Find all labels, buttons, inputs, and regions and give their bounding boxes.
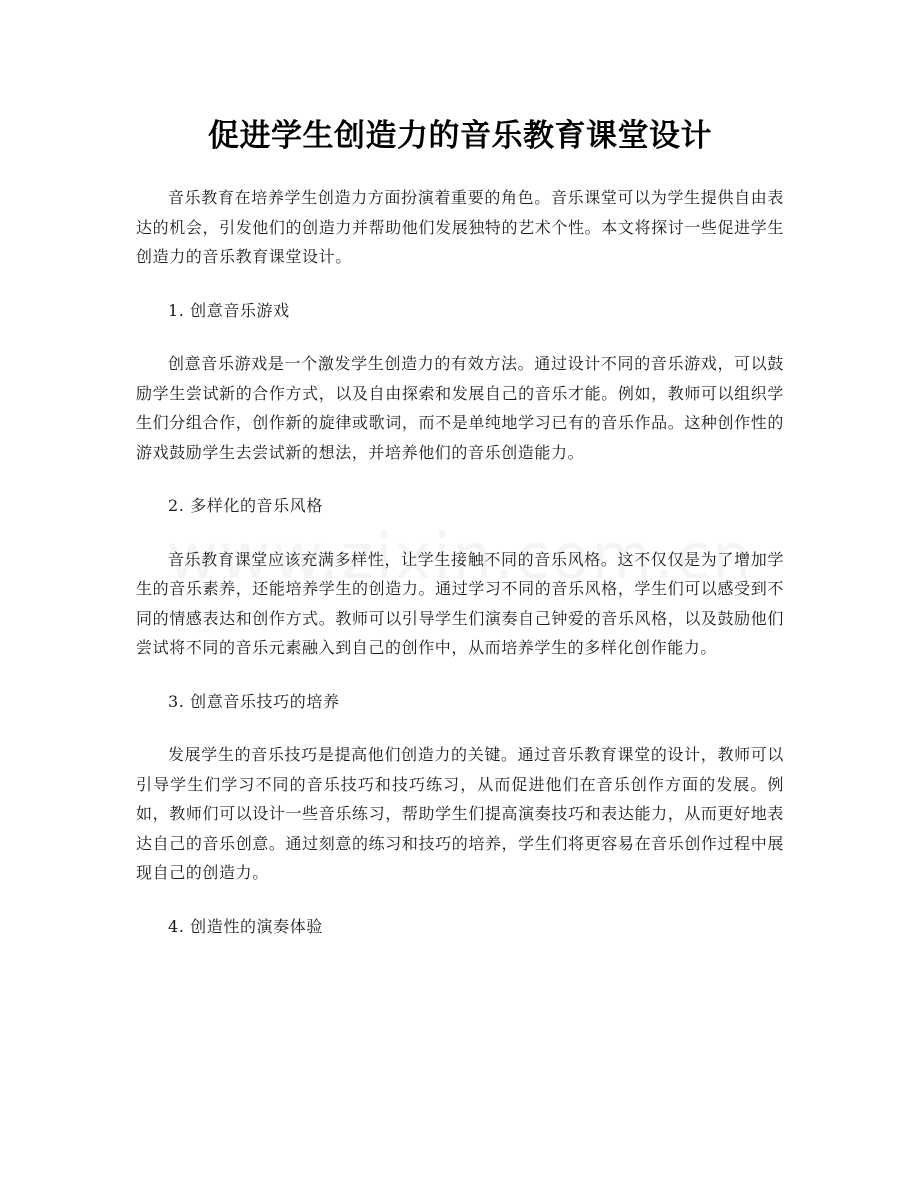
intro-paragraph: 音乐教育在培养学生创造力方面扮演着重要的角色。音乐课堂可以为学生提供自由表达的机会，引发他们的创造力并帮助他们发展独特的艺术个性。本文将探讨一些促进学生创造力的音乐教育课堂设计。 xyxy=(136,188,784,266)
section-paragraph-2: 音乐教育课堂应该充满多样性，让学生接触不同的音乐风格。这不仅仅是为了增加学生的音乐素养，还能培养学生的创造力。通过学习不同的音乐风格，学生们可以感受到不同的情感表达和创作方式。教师可以引导学生们演奏自己钟爱的音乐风格，以及鼓励他们尝试将不同的音乐元素融入到自己的创作中，从而培养学生的多样化创作能力。 xyxy=(136,549,784,657)
document-body xyxy=(136,183,784,965)
section-heading-1: 1. 创意音乐游戏 xyxy=(168,300,290,320)
section-paragraph-1: 创意音乐游戏是一个激发学生创造力的有效方法。通过设计不同的音乐游戏，可以鼓励学生尝试新的合作方式，以及自由探索和发展自己的音乐才能。例如，教师可以组织学生们分组合作，创作新的旋律或歌词，而不是单纯地学习已有的音乐作品。这种创作性的游戏鼓励学生去尝试新的想法，并培养他们的音乐创造能力。 xyxy=(136,354,784,462)
section-heading-4: 4. 创造性的演奏体验 xyxy=(168,916,323,936)
section-heading-3: 3. 创意音乐技巧的培养 xyxy=(168,691,340,711)
section-paragraph-3: 发展学生的音乐技巧是提高他们创造力的关键。通过音乐教育课堂的设计，教师可以引导学生们学习不同的音乐技巧和技巧练习，从而促进他们在音乐创作方面的发展。例如，教师们可以设计一些音乐练习，帮助学生们提高演奏技巧和表达能力，从而更好地表达自己的音乐创意。通过刻意的练习和技巧的培养，学生们将更容易在音乐创作过程中展现自己的创造力。 xyxy=(136,745,784,882)
section-heading-2: 2. 多样化的音乐风格 xyxy=(168,496,323,515)
document-title: 促进学生创造力的音乐教育课堂设计 xyxy=(208,118,712,154)
